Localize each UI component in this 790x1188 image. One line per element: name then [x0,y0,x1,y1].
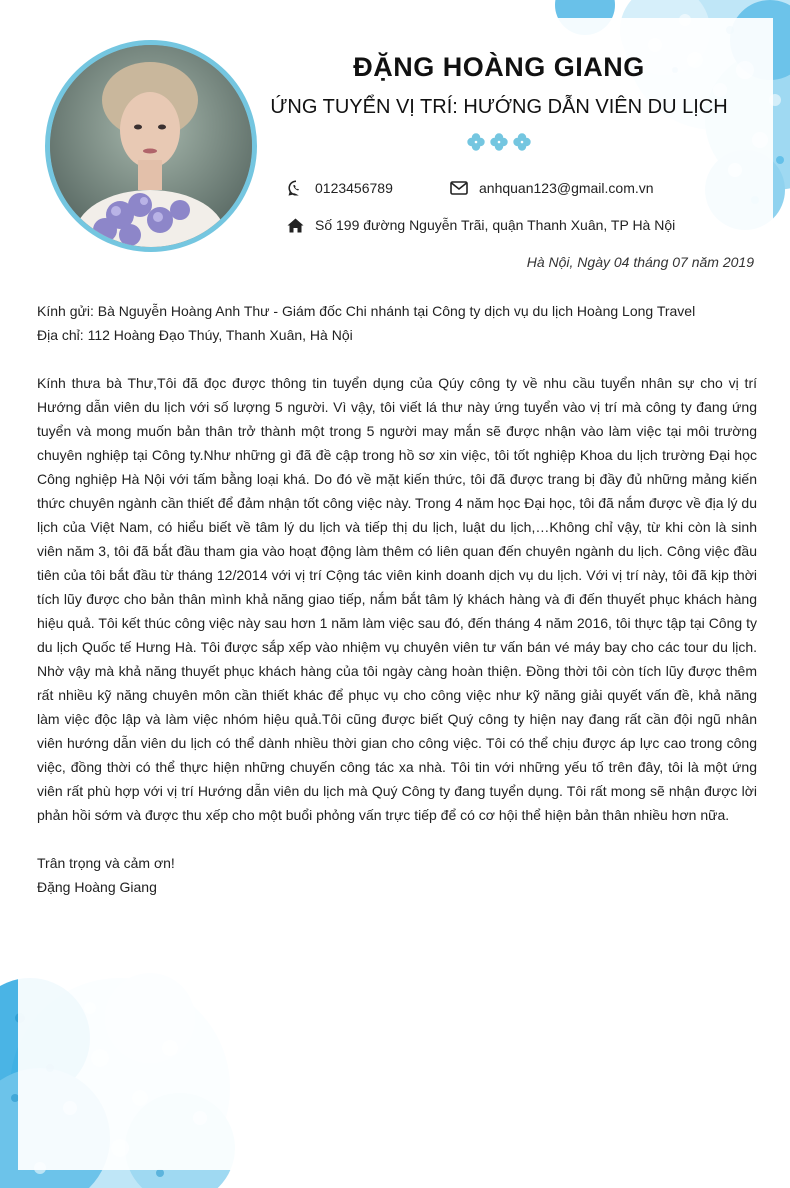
home-address: Số 199 đường Nguyễn Trãi, quận Thanh Xuân, TP Hà Nội [315,217,676,233]
signature: Đặng Hoàng Giang [37,879,157,895]
email-address[interactable]: anhquan123@gmail.com.vn [479,180,654,196]
envelope-icon [450,181,468,195]
contact-email [450,180,654,196]
closing-block [37,851,757,899]
whatsapp-phone-icon [288,180,304,196]
home-icon [287,218,304,233]
avatar [45,40,257,252]
applied-position: ỨNG TUYỂN VỊ TRÍ: HƯỚNG DẪN VIÊN DU LỊCH [270,96,728,118]
letter-body [37,371,757,827]
letter-paragraph: Kính thưa bà Thư,Tôi đã đọc được thông tin tuyển dụng của Qúy công ty về nhu cầu tuyển nhân sự cho vị trí Hướng dẫn viên du lịch với số lượng 5 người. Vì vậy, tôi viết lá thư này ứng tuyển vào vị trí mà công ty đang ứng tuyển và mong muốn bản thân trở thành một trong 5 người may mắn sẽ được nhận vào làm việc tại môi trường chuyên nghiệp tại Công ty.Như những gì đã đề cập trong hồ sơ xin việc, tôi tốt nghiệp Khoa du lịch trường Đại học Công nghiệp Hà Nội với tấm bằng loại khá. Do đó về mặt kiến thức, tôi đã được trang bị đầy đủ những mảng kiến thức chuyên ngành cần thiết để đảm nhận tốt công việc này. Trong 4 năm học Đại học, tôi đã nắm được về địa lý du lịch của Việt Nam, có hiểu biết về tâm lý du lịch và tiếp thị du lịch, luật du lịch,…Không chỉ vậy, từ khi còn là sinh viên năm 3, tôi đã bắt đầu tham gia vào hoạt động làm thêm có liên quan đến chuyên ngành du lịch. Công việc đầu tiên của tôi bắt đầu từ tháng 12/2014 với vị trí Cộng tác viên kinh doanh dịch vụ du lịch. Với vị trí này, tôi đã kịp thời tích lũy được cho bản thân mình khả năng giao tiếp, nắm bắt tâm lý khách hàng và đi đến thuyết phục khách hàng hiệu quả. Tôi kết thúc công việc này sau hơn 1 năm làm việc sau đó, đến tháng 4 năm 2016, tôi thực tập tại Công ty du lịch Quốc tế Hưng Hà. Tôi được sắp xếp vào nhiệm vụ chuyên viên tư vấn bán vé máy bay cho các tour du lịch. Nhờ vậy mà khả năng thuyết phục khách hàng của tôi ngày càng hoàn thiện. Đồng thời tôi còn tích lũy được thêm rất nhiều kỹ năng chuyên môn cần thiết khác để phục vụ cho công việc như kỹ năng giải quyết vấn đề, khả năng làm việc độc lập và làm việc nhóm hiệu quả.Tôi cũng được biết Quý công ty hiện nay đang rất cần đội ngũ nhân viên hướng dẫn viên du lịch có thể dành nhiều thời gian cho công việc. Tôi có thể chịu được áp lực cao trong công việc, đồng thời có thể thực hiện những chuyến công tác xa nhà. Tôi tin với những yếu tố trên đây, tôi là một ứng viên rất phù hợp với vị trí Hướng dẫn viên du lịch mà Quý Công ty đang tuyển dụng. Tôi rất mong sẽ nhận được lời phản hồi sớm và được thu xếp cho một buổi phỏng vấn trực tiếp để có cơ hội thể hiện bản thân nhiều hơn nữa. [37,375,757,823]
closing: Trân trọng và cảm ơn! [37,855,175,871]
clover-decoration [466,132,534,157]
contact-address [287,217,675,233]
recipient-address: Địa chỉ: 112 Hoàng Đạo Thúy, Thanh Xuân, Hà Nội [37,327,353,343]
phone-number[interactable]: 0123456789 [315,180,393,196]
clover-icon [466,132,534,152]
applicant-name: ĐẶNG HOÀNG GIANG [353,52,645,82]
contact-phone [288,180,393,196]
recipient: Kính gửi: Bà Nguyễn Hoàng Anh Thư - Giám đốc Chi nhánh tại Công ty dịch vụ du lịch Hoàng Long Travel [37,303,696,319]
recipient-block [37,299,757,347]
letter-date: Hà Nội, Ngày 04 tháng 07 năm 2019 [526,254,754,270]
